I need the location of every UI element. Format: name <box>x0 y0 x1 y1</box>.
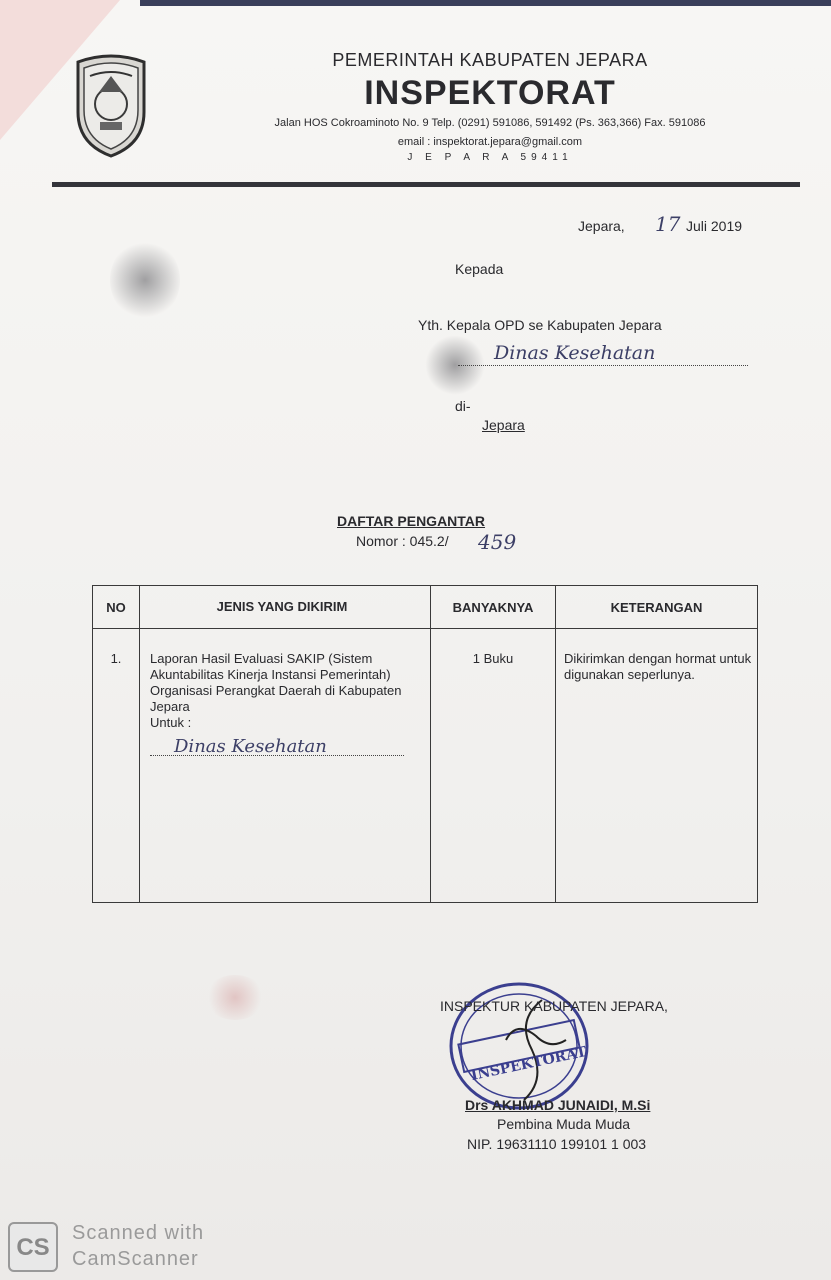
header-divider <box>52 182 800 187</box>
letter-city: Jepara <box>482 417 525 433</box>
document-number-handwritten: 459 <box>478 530 517 554</box>
cell-no: 1. <box>93 629 140 903</box>
scan-edge <box>140 0 831 6</box>
header-government: PEMERINTAH KABUPATEN JEPARA <box>332 50 648 70</box>
letter-day-handwritten: 17 <box>655 212 681 236</box>
cell-untuk-handwritten: Dinas Kesehatan <box>150 739 404 756</box>
camscanner-logo: CS <box>8 1222 58 1272</box>
signature-rank: Pembina Muda Muda <box>497 1116 631 1132</box>
cell-banyaknya: 1 Buku <box>431 629 556 903</box>
signature-title: INSPEKTUR KABUPATEN JEPARA, <box>440 998 668 1014</box>
letter-to-label: Kepada <box>455 261 504 277</box>
camscanner-line1: Scanned with <box>72 1222 205 1244</box>
cell-jenis-text: Laporan Hasil Evaluasi SAKIP (Sistem Akuntabilitas Kinerja Instansi Pemerintah) Organisasi Perangkat Daerah di Kabupaten Jepara <box>150 651 402 714</box>
letter-place: Jepara, <box>578 218 625 234</box>
camscanner-line2: CamScanner <box>72 1248 199 1270</box>
letter-month-year: Juli 2019 <box>686 218 743 234</box>
cell-untuk-label: Untuk : <box>150 715 192 730</box>
document-title: DAFTAR PENGANTAR <box>337 513 486 529</box>
letter-recipient-line: Yth. Kepala OPD se Kabupaten Jepara <box>418 317 662 333</box>
document-number: Nomor : 045.2/ <box>356 533 449 549</box>
shipment-table <box>92 585 758 903</box>
cell-keterangan: Dikirimkan dengan hormat untuk digunakan seperlunya. <box>556 629 758 903</box>
letter-recipient-handwritten: Dinas Kesehatan <box>458 342 748 366</box>
column-header-jenis: JENIS YANG DIKIRIM <box>140 586 431 629</box>
table-row <box>93 629 758 903</box>
signature-name: Drs AKHMAD JUNAIDI, M.Si <box>465 1097 651 1113</box>
header-address: Jalan HOS Cokroaminoto No. 9 Telp. (0291) 591086, 591492 (Ps. 363,366) Fax. 591086 <box>274 117 706 129</box>
column-header-keterangan: KETERANGAN <box>556 586 758 629</box>
signature-nip: NIP. 19631110 199101 1 003 <box>467 1136 647 1152</box>
jepara-coat-of-arms-logo <box>72 52 150 160</box>
ink-smudge <box>110 240 180 320</box>
header-city: J E P A R A 59411 <box>407 152 573 163</box>
stain <box>205 975 265 1020</box>
stamp-text: INSPEKTORAT <box>469 1043 588 1085</box>
letter-di: di- <box>455 398 471 414</box>
column-header-no: NO <box>93 586 140 629</box>
header-email: email : inspektorat.jepara@gmail.com <box>397 136 583 148</box>
column-header-banyaknya: BANYAKNYA <box>431 586 556 629</box>
header-agency-title: INSPEKTORAT <box>364 74 616 112</box>
table-header-row <box>93 586 758 629</box>
cell-jenis <box>140 629 431 903</box>
